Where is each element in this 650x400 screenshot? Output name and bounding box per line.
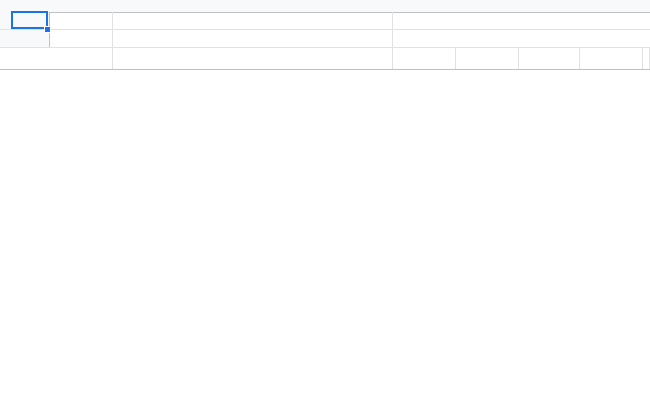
header-post[interactable] [456, 48, 519, 69]
header-link[interactable] [393, 48, 456, 69]
header-number[interactable] [0, 48, 50, 69]
contest-title-cell[interactable] [113, 30, 393, 47]
sheet-row [0, 12, 650, 30]
fill-handle[interactable] [44, 26, 51, 33]
sheet-row [0, 30, 650, 48]
row-number[interactable] [0, 30, 50, 47]
header-comments[interactable] [580, 48, 643, 69]
header-title[interactable] [113, 48, 393, 69]
header-row [0, 48, 650, 70]
selected-cell[interactable] [11, 11, 48, 29]
header-author[interactable] [50, 48, 113, 69]
cell[interactable] [50, 30, 113, 47]
header-extra[interactable] [643, 48, 650, 69]
cell[interactable] [113, 12, 393, 29]
cell[interactable] [50, 12, 113, 29]
header-page[interactable] [519, 48, 580, 69]
